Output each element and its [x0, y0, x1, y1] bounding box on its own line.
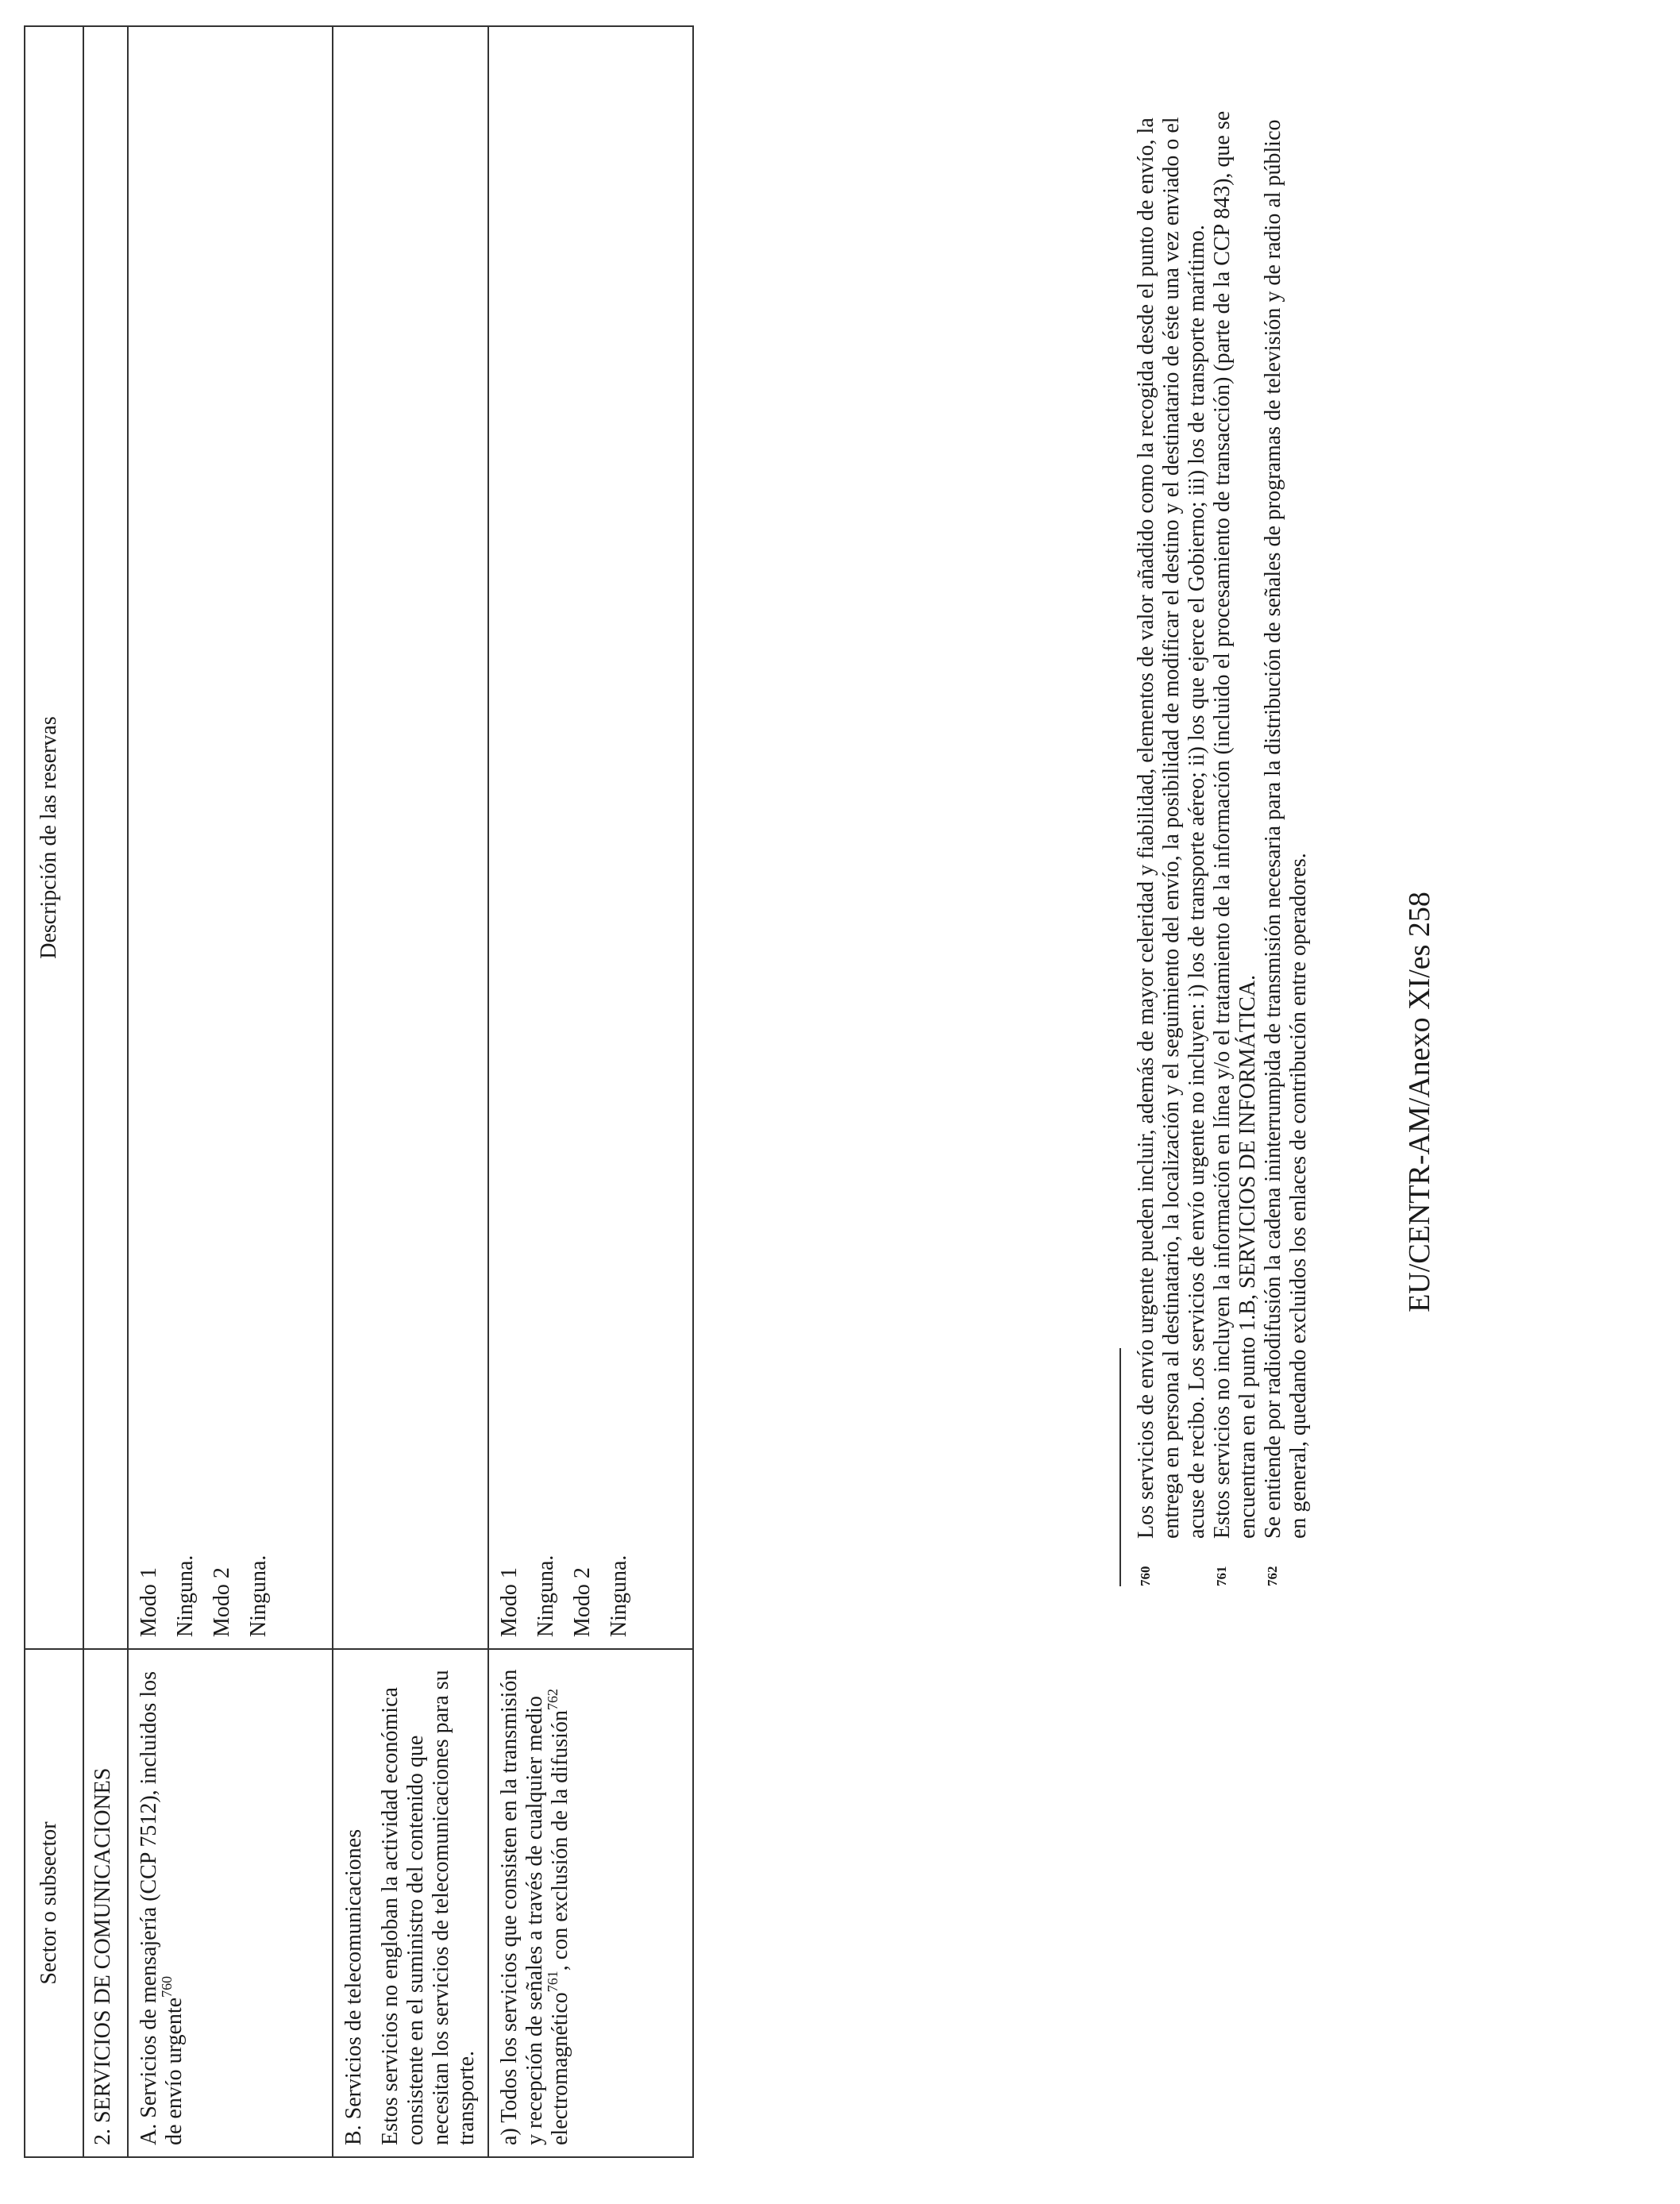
footnote-text: Estos servicios no incluyen la información en línea y/o el tratamiento de la información (incluido el procesamiento de transacción) (parte de la CCP 843), que se encuentran en el punto 1.B, SERVICIOS DE INFORMÁTICA. [1210, 110, 1260, 1539]
table-row [333, 26, 488, 2157]
mode-1-value: Ninguna. [534, 1555, 558, 1637]
sector-cell [488, 1649, 693, 2157]
footnote-ref: 760 [158, 1975, 175, 1998]
mode-2-label: Modo 2 [570, 1567, 595, 1637]
description-cell [333, 26, 488, 1649]
section-title: 2. SERVICIOS DE COMUNICACIONES [83, 1649, 128, 2157]
sector-text: A. Servicios de mensajería (CCP 7512), incluidos los de envío urgente [137, 1671, 187, 2145]
mode-2-value: Ninguna. [246, 1555, 271, 1637]
section-empty-cell [83, 26, 128, 1649]
footnote-ref: 761 [544, 1971, 561, 1993]
footnote-number: 762 [1265, 1566, 1280, 1586]
table-row [488, 26, 693, 2157]
footnote-separator [1119, 1348, 1121, 1586]
mode-1-label: Modo 1 [497, 1567, 522, 1637]
sector-note: Estos servicios no engloban la actividad económica consistente en el suministro del contenido que necesitan los servicios de telecomunicaciones para su transporte. [378, 1670, 479, 2145]
footnotes [1134, 94, 1312, 1586]
sector-text-cont: , con exclusión de la difusión [548, 1710, 572, 1971]
footnote-number: 761 [1214, 1566, 1229, 1586]
footnote [1261, 94, 1312, 1586]
mode-1-value: Ninguna. [173, 1555, 198, 1637]
sector-title: B. Servicios de telecomunicaciones [341, 1828, 366, 2145]
page-reference: EU/CENTR-AM/Anexo XI/es 258 [1403, 892, 1436, 1312]
sector-cell [128, 1649, 333, 2157]
section-row [83, 26, 128, 2157]
column-header-sector: Sector o subsector [25, 1649, 83, 2157]
footnote-number: 760 [1138, 1566, 1153, 1586]
table-header-row [25, 26, 83, 2157]
column-header-description: Descripción de las reservas [25, 26, 83, 1649]
footnote-text: Se entiende por radiodifusión la cadena ininterrumpida de transmisión necesaria para la distribución de señales de programas de televisión y de radio al público en general, quedando excluidos los enlaces de contribución entre operadores. [1261, 119, 1311, 1539]
reservations-table [24, 25, 694, 2158]
table-row [128, 26, 333, 2157]
description-cell [488, 26, 693, 1649]
footnote-text: Los servicios de envío urgente pueden incluir, además de mayor celeridad y fiabilidad, elementos de valor añadido como la recogida desde el punto de envío, la entrega en persona al destinatario, la localización y el seguimiento del envío, la posibilidad de modificar el destino y el destinatario de éste una vez enviado o el acuse de recibo. Los servicios de envío urgente no incluyen: i) los de transporte aéreo; ii) los que ejerce el Gobierno; iii) los de transporte marítimo. [1134, 117, 1209, 1539]
mode-2-label: Modo 2 [210, 1567, 234, 1637]
description-cell [128, 26, 333, 1649]
footnote-ref: 762 [544, 1689, 561, 1711]
sector-cell [333, 1649, 488, 2157]
footnote [1210, 94, 1261, 1586]
mode-2-value: Ninguna. [607, 1555, 631, 1637]
footnote [1134, 94, 1210, 1586]
mode-1-label: Modo 1 [137, 1567, 161, 1637]
sector-text: a) Todos los servicios que consisten en la transmisión y recepción de señales a través de cualquier medio electromagnético [497, 1669, 572, 2145]
